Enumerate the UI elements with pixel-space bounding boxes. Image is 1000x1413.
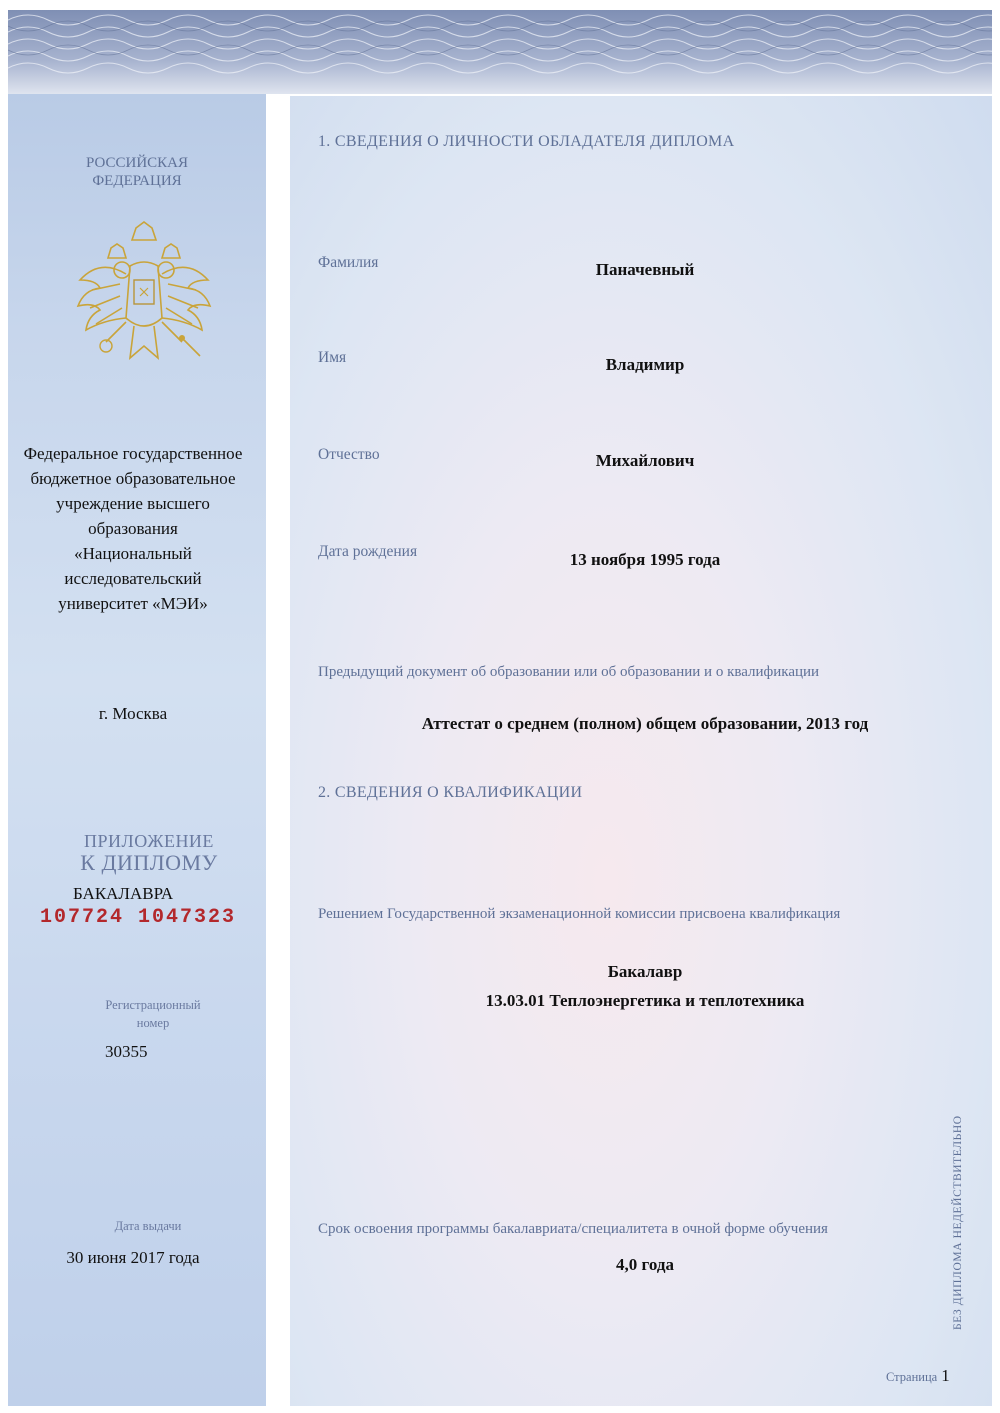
guilloche-border bbox=[8, 10, 992, 94]
specialty-value: 13.03.01 Теплоэнергетика и теплотехника bbox=[485, 991, 805, 1010]
previous-document-value: Аттестат о среднем (полном) общем образовании, 2013 год bbox=[421, 714, 869, 733]
degree-label: БАКАЛАВРА bbox=[73, 884, 174, 903]
institution-line-5: «Национальный bbox=[74, 544, 192, 563]
patronymic-label: Отчество bbox=[318, 446, 380, 463]
city-name: г. Москва bbox=[98, 704, 168, 723]
registration-label bbox=[8, 996, 298, 1032]
country-line-2: ФЕДЕРАЦИЯ bbox=[92, 173, 182, 189]
name-value: Владимир bbox=[605, 355, 685, 374]
institution-line-7: университет «МЭИ» bbox=[58, 594, 208, 613]
surname-label: Фамилия bbox=[318, 254, 379, 271]
issue-date-label: Дата выдачи bbox=[114, 1219, 182, 1233]
title-line-1: ПРИЛОЖЕНИЕ bbox=[84, 831, 214, 851]
registration-label-line-2: номер bbox=[136, 1016, 170, 1030]
right-panel bbox=[290, 96, 992, 1406]
qualification-decision-label: Решением Государственной экзаменационной комиссии присвоена квалификация bbox=[318, 906, 841, 922]
institution-name bbox=[8, 441, 258, 616]
previous-document-label: Предыдущий документ об образовании или об образовании и о квалификации bbox=[318, 664, 820, 680]
page-number: 1 bbox=[941, 1366, 950, 1385]
title-line-2: К ДИПЛОМУ bbox=[80, 850, 218, 875]
institution-line-1: Федеральное государственное bbox=[23, 444, 243, 463]
section-1-title: 1. СВЕДЕНИЯ О ЛИЧНОСТИ ОБЛАДАТЕЛЯ ДИПЛОМА bbox=[318, 133, 735, 150]
name-label: Имя bbox=[318, 349, 347, 366]
qualification-value: Бакалавр bbox=[607, 962, 683, 981]
institution-line-2: бюджетное образовательное bbox=[30, 469, 236, 488]
series-number: 107724 1047323 bbox=[40, 906, 237, 929]
institution-line-6: исследовательский bbox=[64, 569, 202, 588]
country-line-1: РОССИЙСКАЯ bbox=[85, 155, 189, 171]
country-name bbox=[8, 154, 266, 190]
coat-of-arms-emblem bbox=[70, 218, 218, 376]
institution-line-4: образования bbox=[88, 519, 178, 538]
birth-date-value: 13 ноября 1995 года bbox=[569, 550, 721, 569]
page-indicator bbox=[886, 1366, 950, 1386]
registration-number: 30355 bbox=[105, 1042, 148, 1061]
issue-date: 30 июня 2017 года bbox=[66, 1248, 200, 1267]
birth-date-label: Дата рождения bbox=[318, 543, 418, 560]
validity-side-note-text: БЕЗ ДИПЛОМА НЕДЕЙСТВИТЕЛЬНО bbox=[952, 1115, 964, 1330]
program-duration-value: 4,0 года bbox=[616, 1255, 674, 1274]
surname-value: Паначевный bbox=[595, 260, 695, 279]
page-label: Страница bbox=[886, 1370, 938, 1384]
document-title bbox=[8, 830, 290, 874]
section-2-title: 2. СВЕДЕНИЯ О КВАЛИФИКАЦИИ bbox=[318, 784, 583, 801]
validity-side-note bbox=[952, 1115, 964, 1330]
registration-label-line-1: Регистрационный bbox=[105, 998, 201, 1012]
institution-line-3: учреждение высшего bbox=[56, 494, 210, 513]
patronymic-value: Михайлович bbox=[595, 451, 695, 470]
program-duration-label: Срок освоения программы бакалавриата/специалитета в очной форме обучения bbox=[318, 1221, 828, 1237]
